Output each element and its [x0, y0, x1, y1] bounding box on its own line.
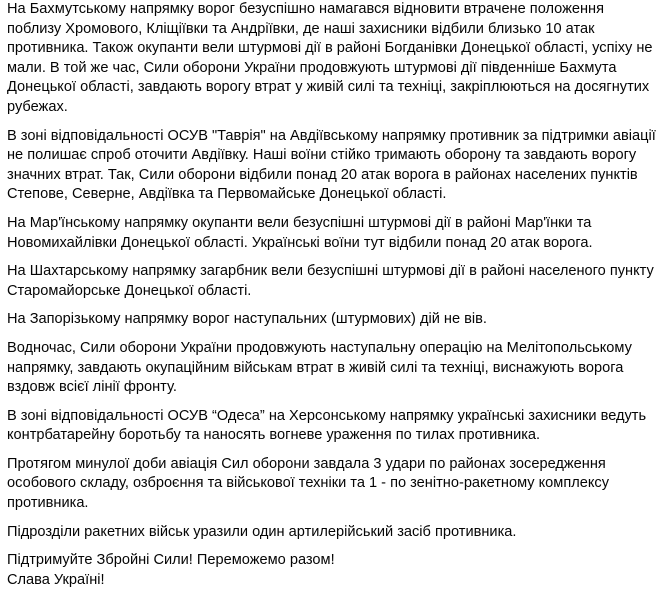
post-paragraph-bakhmut: На Бахмутському напрямку ворог безуспішно намагався відновити втрачене положення поблизу Хромового, Кліщіївки та Андріївки, де наші захисники відбили близько 10 атак противника. Також окупанти вели штурмові дії в районі Богданівки Донецької області, успіху не мали. В той же час, Сили оборони України продовжують штурмові дії південніше Бахмута Донецької області, завдають ворогу втрат у живій силі та техніці, закріплюються на досягнутих рубежах.: [7, 1, 653, 115]
post-paragraph-marinka: На Мар'їнському напрямку окупанти вели безуспішні штурмові дії в районі Мар'їнки та Новомихайлівки Донецької області. Українські воїни тут відбили понад 20 атак ворога.: [7, 214, 593, 251]
post-closing: [7, 551, 659, 590]
post-closing-glory: Слава Україні!: [7, 571, 105, 588]
post-paragraph-missile-troops: Підрозділи ракетних військ уразили один артилерійський засіб противника.: [7, 523, 517, 540]
post-text: [7, 0, 659, 590]
post-paragraph-zaporizhzhia: На Запорізькому напрямку ворог наступальних (штурмових) дій не вів.: [7, 311, 487, 328]
post-paragraph-shakhtarske: На Шахтарському напрямку загарбник вели безуспішні штурмові дії в районі населеного пункту Старомайорське Донецької області.: [7, 263, 654, 299]
post-paragraph-avdiivka: В зоні відповідальності ОСУВ "Таврія" на Авдіївському напрямку противник за підтримки авіації не полишає спроб оточити Авдіївку. Наші воїни стійко тримають оборону та завдають ворогу значних втрат. Так, Сили оборони відбили понад 20 атак ворога в районах населених пунктів Степове, Северне, Авдіївка та Первомайське Донецької області.: [7, 127, 656, 203]
post-closing-support: Підтримуйте Збройні Сили! Переможемо разом!: [7, 552, 335, 569]
post-paragraph-aviation: Протягом минулої доби авіація Сил оборони завдала 3 удари по районах зосередження особового складу, озброєння та військової техніки та 1 - по зенітно-ракетному комплексу противника.: [7, 455, 610, 512]
post-paragraph-melitopol: Водночас, Сили оборони України продовжують наступальну операцію на Мелітопольському напрямку, завдають окупаційним військам втрат в живій силі та техніці, виснажують ворога вздовж всієї лінії фронту.: [7, 339, 632, 396]
post-paragraph-kherson: В зоні відповідальності ОСУВ “Одеса” на Херсонському напрямку українські захисники ведуть контрбатарейну боротьбу та наносять вогневе ураження по тилах противника.: [7, 407, 647, 444]
